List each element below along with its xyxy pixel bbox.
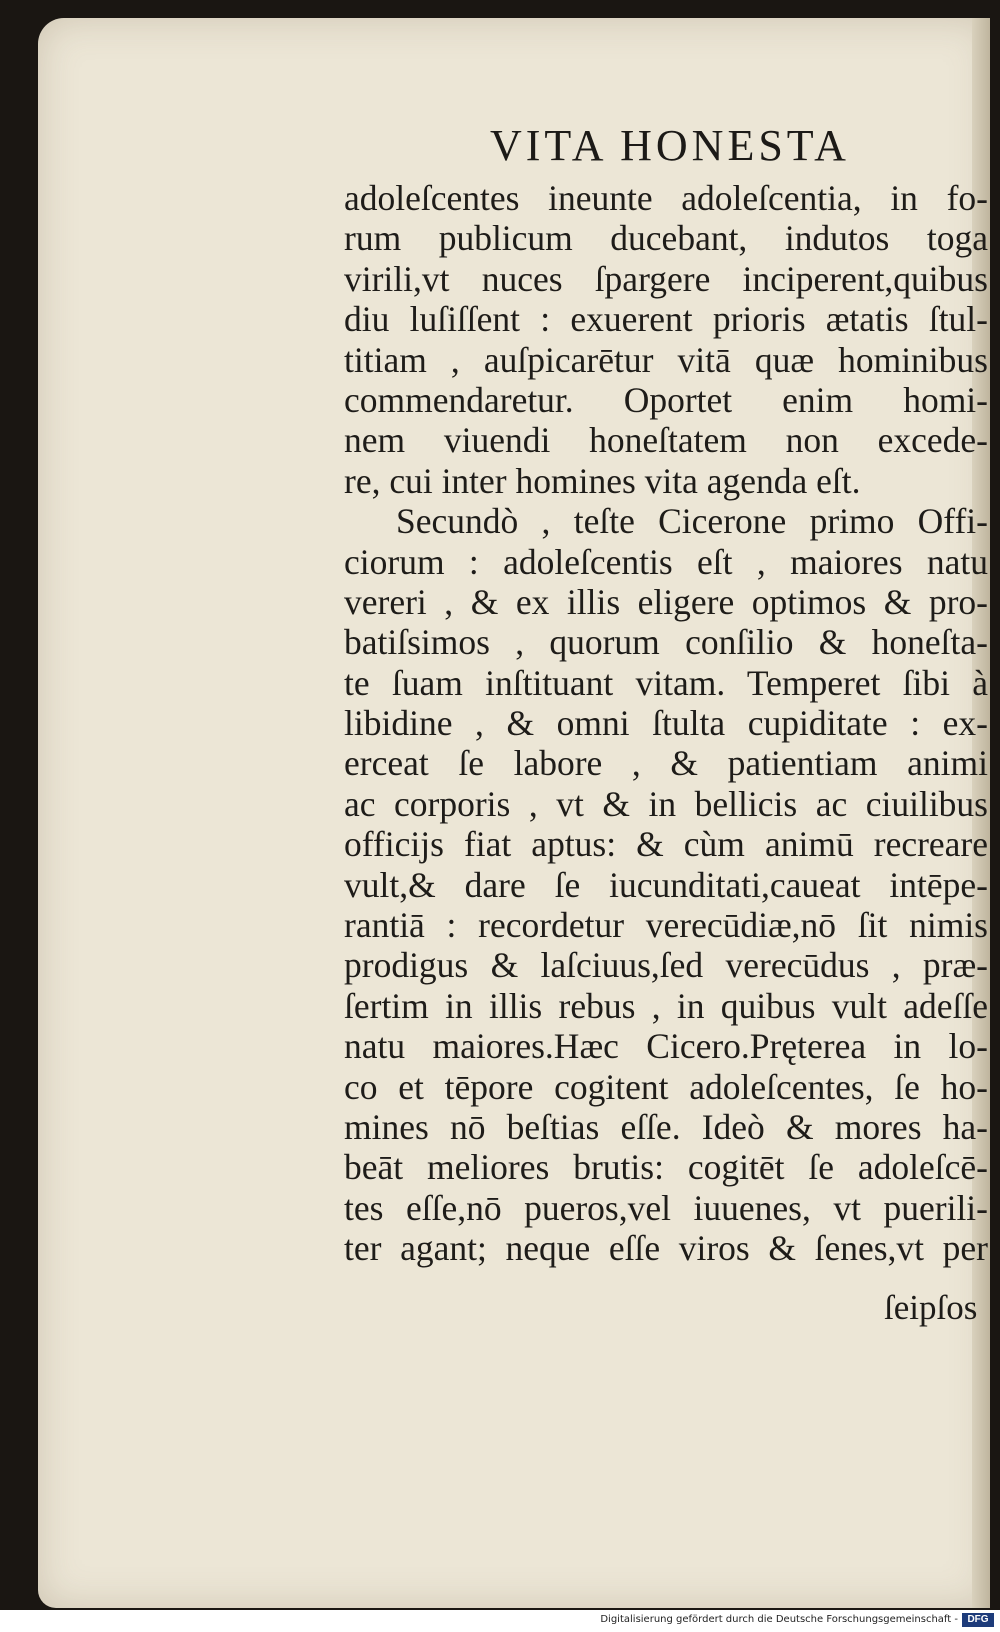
text-line: ter agant; neque eſſe viros & ſenes,vt per [344, 1228, 988, 1269]
text-line: rantiā : recordetur verecūdiæ,nō ſit nimis [344, 905, 988, 946]
text-line: mines nō beſtias eſſe. Ideò & mores ha- [344, 1106, 988, 1147]
text-line: titiam , auſpicarētur vitā quæ hominibus [344, 339, 988, 380]
text-line: adoleſcentes ineunte adoleſcentia, in fo- [344, 178, 988, 218]
text-line: te ſuam inſtituant vitam. Temperet ſibi à [344, 662, 988, 703]
text-line: Secundò , teſte Cicerone primo Offi- [396, 501, 988, 542]
text-line: ciorum : adoleſcentis eſt , maiores natu [344, 541, 988, 582]
footer-credit: Digitalisierung gefördert durch die Deutsche Forschungsgemeinschaft - [600, 1614, 958, 1625]
text-line: vult,& dare ſe iucunditati,caueat intēpe- [344, 864, 988, 905]
text-line: libidine , & omni ſtulta cupiditate : ex- [344, 703, 988, 744]
text-line: co et tēpore cogitent adoleſcentes, ſe ho- [344, 1066, 988, 1107]
text-line: ac corporis , vt & in bellicis ac ciuilibus [344, 783, 988, 824]
text-line: vereri , & ex illis eligere optimos & pro- [344, 581, 988, 622]
text-line: natu maiores.Hæc Cicero.Pręterea in lo- [344, 1026, 988, 1067]
text-line: diu luſiſſent : exuerent prioris ætatis ſtul- [344, 299, 988, 340]
text-line: officijs fiat aptus: & cùm animū recreare [344, 824, 988, 865]
text-line: erceat ſe labore , & patientiam animi [344, 743, 988, 784]
text-line: tes eſſe,nō pueros,vel iuuenes, vt puerili- [344, 1187, 988, 1228]
dfg-logo: DFG [962, 1613, 994, 1627]
text-line: beāt meliores brutis: cogitēt ſe adoleſcē- [344, 1147, 988, 1188]
catchword: ſeipſos [884, 1288, 978, 1327]
text-line: re, cui inter homines vita agenda eſt. [344, 460, 861, 501]
text-line: nem viuendi honeſtatem non excede- [344, 420, 988, 461]
body-text [344, 178, 988, 1269]
text-line: ſertim in illis rebus , in quibus vult adeſſe [344, 985, 988, 1026]
text-line: batiſsimos , quorum conſilio & honeſta- [344, 622, 988, 663]
text-line: virili,vt nuces ſpargere inciperent,quibus [344, 258, 988, 299]
text-line: prodigus & laſciuus,ſed verecūdus , præ- [344, 945, 988, 986]
text-line: commendaretur. Oportet enim homi- [344, 379, 988, 420]
running-head: VITA HONESTA [490, 121, 850, 170]
text-line: rum publicum ducebant, indutos toga [344, 218, 988, 259]
footer-bar [0, 1610, 1000, 1632]
